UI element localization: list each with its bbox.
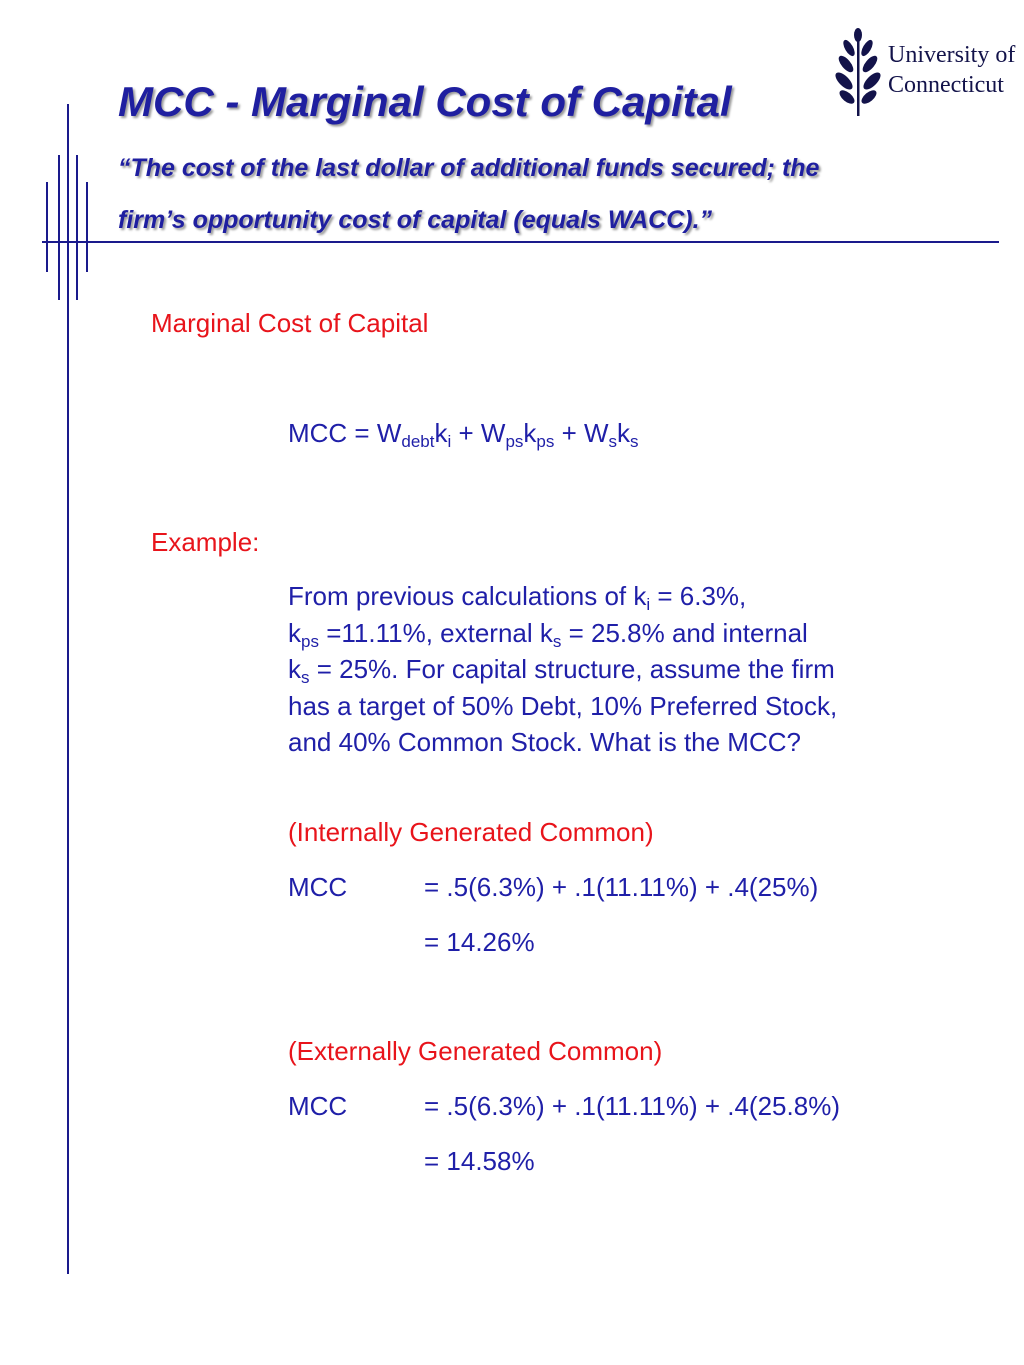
- internal-mcc-label: MCC: [288, 872, 348, 902]
- example-line-3: [288, 651, 968, 688]
- example-line-2-a: k: [288, 617, 301, 648]
- section-heading: Marginal Cost of Capital: [151, 308, 429, 338]
- subtitle-line-1: “The cost of the last dollar of additional funds secured; the: [118, 154, 820, 182]
- example-line-2: [288, 615, 968, 652]
- formula-sub-s2: s: [630, 432, 639, 451]
- logo-line-1: University of: [888, 42, 1016, 68]
- left-vertical-rule: [67, 104, 69, 1274]
- internal-mcc-calc: = .5(6.3%) + .1(11.11%) + .4(25%): [424, 872, 819, 902]
- internal-heading: (Internally Generated Common): [288, 817, 654, 847]
- formula-k3: k: [617, 418, 631, 448]
- page-subtitle: [118, 142, 918, 246]
- example-paragraph: [288, 578, 968, 761]
- example-line-4: has a target of 50% Debt, 10% Preferred Stock,: [288, 690, 838, 721]
- formula-k2: k: [523, 418, 537, 448]
- accent-vertical-rule-4: [86, 182, 88, 272]
- page-title: MCC - Marginal Cost of Capital: [118, 78, 732, 125]
- example-line-2-sub-1: ps: [301, 631, 319, 651]
- external-mcc-result: = 14.58%: [424, 1146, 535, 1176]
- example-line-3-sub: s: [301, 668, 310, 687]
- formula-sub-i: i: [447, 432, 452, 451]
- example-line-1-b: = 6.3%,: [650, 581, 747, 611]
- logo-line-2: Connecticut: [888, 72, 1004, 98]
- formula-sub-ps1: ps: [505, 432, 524, 451]
- example-line-2-b: =11.11%, external k: [318, 617, 553, 648]
- mcc-formula: [288, 418, 639, 449]
- external-heading: (Externally Generated Common): [288, 1036, 663, 1066]
- formula-sub-s1: s: [608, 432, 618, 451]
- external-mcc-calc: = .5(6.3%) + .1(11.11%) + .4(25.8%): [424, 1091, 840, 1121]
- accent-vertical-rule-2: [58, 155, 60, 300]
- example-line-5: and 40% Common Stock. What is the MCC?: [288, 727, 801, 757]
- formula-plus1: + W: [451, 418, 506, 448]
- example-line-2-c: = 25.8% and internal: [561, 617, 808, 648]
- internal-mcc-result: = 14.26%: [424, 927, 535, 957]
- formula-k1: k: [434, 418, 448, 448]
- subtitle-line-2: firm’s opportunity cost of capital (equals WACC).”: [118, 206, 713, 234]
- accent-vertical-rule-1: [46, 182, 48, 272]
- formula-sub-debt: debt: [401, 432, 435, 451]
- external-mcc-label: MCC: [288, 1091, 348, 1121]
- accent-vertical-rule-3: [76, 155, 78, 300]
- example-line-3-b: = 25%. For capital structure, assume the firm: [309, 654, 835, 684]
- example-line-3-a: k: [288, 654, 301, 684]
- formula-sub-ps2: ps: [536, 432, 555, 451]
- formula-lhs: MCC = W: [288, 418, 402, 448]
- formula-plus2: + W: [554, 418, 609, 448]
- example-line-1: [288, 578, 968, 615]
- university-logo: [834, 28, 1016, 120]
- example-line-1-a: From previous calculations of k: [288, 581, 647, 611]
- example-line-2-sub-2: s: [552, 631, 562, 651]
- example-line-1-sub: i: [646, 595, 651, 614]
- example-label: Example:: [151, 527, 260, 557]
- oak-leaf-icon: [834, 28, 882, 120]
